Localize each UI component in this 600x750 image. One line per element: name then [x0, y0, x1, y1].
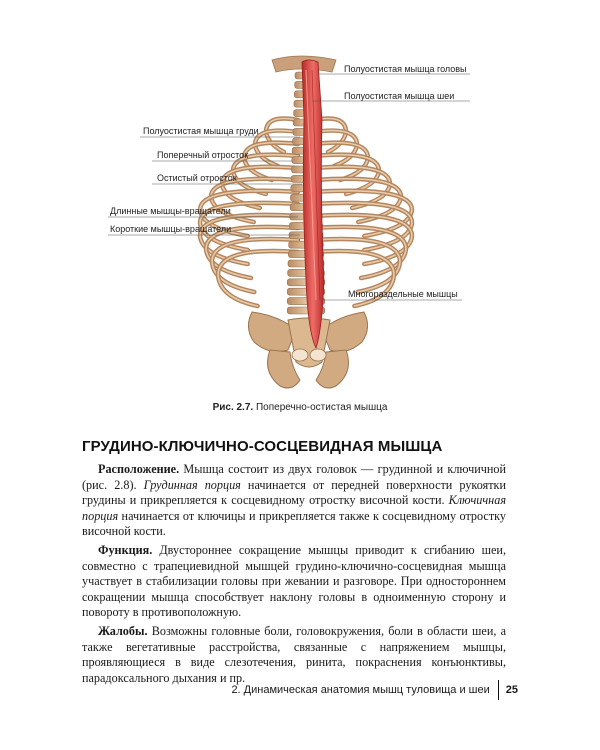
caption-number: Рис. 2.7.: [212, 402, 254, 413]
pelvis: [248, 312, 367, 388]
rib: [218, 251, 298, 306]
page-number: 25: [505, 684, 518, 696]
paragraph-location: [82, 462, 506, 540]
label-spinous-process: Остистый отросток: [157, 173, 237, 183]
p3-text: Возможны головные боли, головокружения, боли в области шеи, а также вегетативные расстройства, связанные с напряжением мышцы, проявляющиеся в виде слезотечения, ринита, покраснения конъюнктивы, парадоксального дыхания и пр.: [82, 623, 506, 685]
paragraph-complaints: [82, 624, 506, 686]
p1-emphasis-clavicular: Ключичная порция: [82, 493, 506, 523]
p1-part-b: начинается от передней поверхности рукоятки грудины и прикрепляется к сосцевидному отростку височной кости.: [82, 477, 506, 508]
label-multifidus: Многораздельные мышцы: [348, 289, 458, 299]
caption-text: Поперечно-остистая мышца: [255, 402, 388, 413]
label-semispinalis-capitis: Полуостистая мышца головы: [344, 64, 467, 74]
label-rotatores-longi: Длинные мышцы-вращатели: [110, 206, 231, 216]
p1-part-a: Мышца состоит из двух головок — грудинной и ключичной (рис. 2.8).: [82, 462, 506, 492]
lead-complaints: Жалобы.: [98, 623, 148, 638]
label-semispinalis-cervicis: Полуостистая мышца шеи: [344, 91, 455, 101]
p1-emphasis-sternal: Грудинная порция: [143, 477, 241, 492]
label-semispinalis-thoracis: Полуостистая мышца груди: [143, 126, 259, 136]
rib: [314, 239, 400, 292]
rib: [212, 239, 298, 292]
label-rotatores-breves: Короткие мышцы-вращатели: [110, 224, 232, 234]
body-text: [82, 462, 506, 689]
lead-location: Расположение.: [98, 462, 180, 476]
paragraph-function: [82, 543, 506, 621]
label-transverse-process: Поперечный отросток: [157, 150, 249, 160]
p1-part-c: начинается от ключицы и прикрепляется также к сосцевидному отростку височной кости.: [82, 508, 506, 539]
footer-separator: [498, 680, 499, 700]
lead-function: Функция.: [98, 542, 153, 557]
running-title: 2. Динамическая анатомия мышц туловища и шеи: [231, 684, 490, 696]
page-footer: [231, 681, 518, 699]
p2-text: Двустороннее сокращение мышцы приводит к сгибанию шеи, совместно с трапециевидной мышцей грудино-ключично-сосцевидная мышца участвует в стабилизации головы при жевании и разговоре. При одностороннем сокращении мышца способствует наклону головы в одноименную сторону и повороту в противоположную.: [82, 542, 506, 620]
figure-caption: [0, 402, 600, 413]
section-heading: ГРУДИНО-КЛЮЧИЧНО-СОСЦЕВИДНАЯ МЫШЦА: [82, 438, 443, 455]
